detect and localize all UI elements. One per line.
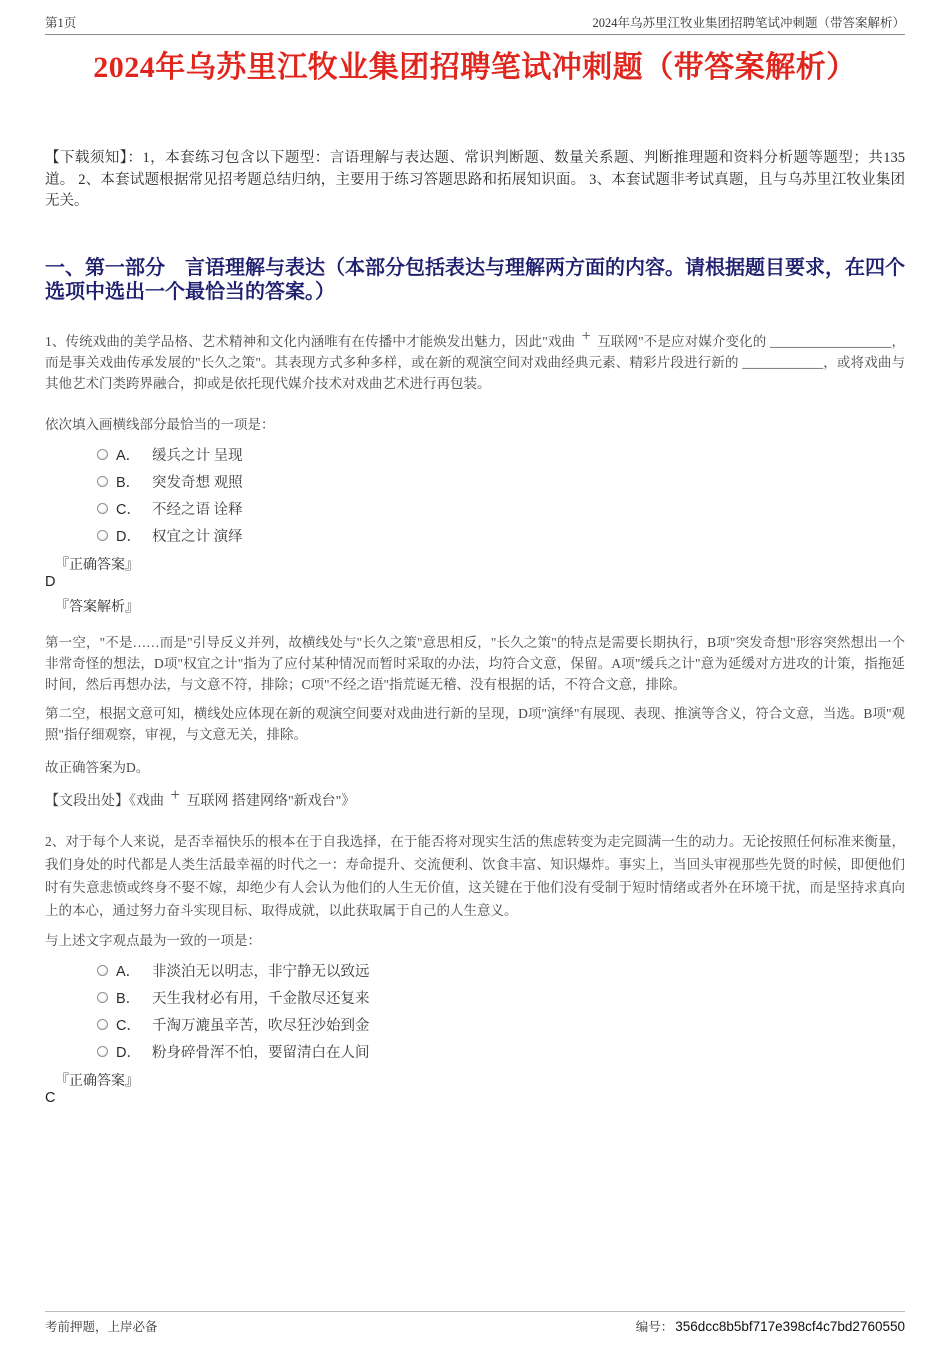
option-text: 天生我材必有用，千金散尽还复来 — [152, 990, 370, 1007]
option-text: 缓兵之计 呈现 — [152, 447, 243, 464]
radio-button[interactable] — [97, 1019, 108, 1030]
analysis-paragraph: 第二空，根据文意可知，横线处应体现在新的观演空间要对戏曲进行新的呈现，D项"演绎"有展现、表现、推演等含义，符合文意，当选。B项"观照"指仔细观察，审视，与文意无关，排除。 — [45, 705, 905, 742]
answer-analysis-label: 『答案解析』 — [55, 599, 139, 615]
option-b[interactable] — [45, 984, 905, 1011]
analysis-conclusion: 故正确答案为D。 — [45, 759, 150, 775]
question-2-prompt: 与上述文字观点最为一致的一项是： — [45, 932, 261, 948]
passage-source — [45, 784, 905, 812]
correct-answer-label: 『正确答案』 — [55, 557, 139, 573]
question-2-options — [45, 957, 905, 1065]
question-1-text — [45, 326, 905, 394]
option-letter: C． — [116, 1017, 141, 1034]
option-b[interactable] — [45, 468, 905, 495]
serial-label: 编号： — [635, 1320, 674, 1334]
option-letter: B． — [116, 990, 141, 1007]
option-letter: B． — [116, 474, 141, 491]
question-2-text: 2、对于每个人来说，是否幸福快乐的根本在于自我选择，在于能否将对现实生活的焦虑转变为走完圆满一生的动力。无论按照任何标准来衡量，我们身处的时代都是人类生活最幸福的时代之一：寿命提升、交流便利、饮食丰富、知识爆炸。事实上，当回头审视那些先贤的时候，即便他们时有失意悲愤或终身不娶不嫁，却绝少有人会认为他们的人生无价值，这关键在于他们没有受制于短时情绪或者外在环境干扰，而是坚持求真向上的本心，通过努力奋斗实现目标、取得成就，以此获取属于自己的人生意义。 — [45, 833, 905, 918]
fill-in-blank: ____________ — [742, 354, 824, 370]
question-1-text-segment: 1、传统戏曲的美学品格、艺术精神和文化内涵唯有在传播中才能焕发出魅力，因此"戏曲 — [45, 333, 579, 349]
radio-button[interactable] — [97, 992, 108, 1003]
option-text: 粉身碎骨浑不怕，要留清白在人间 — [152, 1044, 370, 1061]
footer-divider — [45, 1311, 905, 1312]
plus-sign: + — [581, 326, 591, 345]
radio-button[interactable] — [97, 1046, 108, 1057]
option-c[interactable] — [45, 1011, 905, 1038]
question-1 — [45, 326, 905, 812]
option-letter: A． — [116, 447, 141, 464]
option-d[interactable] — [45, 522, 905, 549]
page-number: 第1页 — [45, 16, 77, 30]
radio-button[interactable] — [97, 476, 108, 487]
page-footer — [45, 1311, 905, 1335]
question-1-text-segment: ，而是事关戏曲传承发展的"长久之策"。其表现方式多种多样，或在新的观演空间对戏曲经典元素、精彩片段进行新的 — [45, 333, 905, 370]
option-text: 非淡泊无以明志，非宁静无以致远 — [152, 963, 370, 980]
question-1-prompt: 依次填入画横线部分最恰当的一项是： — [45, 416, 275, 432]
correct-answer-value: D — [45, 573, 56, 590]
correct-answer-value: C — [45, 1089, 56, 1106]
option-a[interactable] — [45, 441, 905, 468]
question-2 — [45, 830, 905, 1107]
radio-button[interactable] — [97, 530, 108, 541]
footer-serial — [636, 1317, 905, 1335]
option-text: 不经之语 诠释 — [152, 501, 243, 518]
option-d[interactable] — [45, 1038, 905, 1065]
page-header — [45, 16, 905, 31]
option-c[interactable] — [45, 495, 905, 522]
document-title: 2024年乌苏里江牧业集团招聘笔试冲刺题（带答案解析） — [93, 51, 857, 84]
fill-in-blank: __________________ — [769, 333, 892, 349]
radio-button[interactable] — [97, 965, 108, 976]
option-a[interactable] — [45, 957, 905, 984]
passage-source-segment: 互联网 搭建网络"新戏台"》 — [182, 793, 356, 809]
option-text: 突发奇想 观照 — [152, 474, 243, 491]
footer-slogan: 考前押题，上岸必备 — [45, 1320, 158, 1334]
option-letter: D． — [116, 528, 141, 545]
radio-button[interactable] — [97, 449, 108, 460]
question-1-options — [45, 441, 905, 549]
option-text: 权宜之计 演绎 — [152, 528, 243, 545]
section-heading: 一、第一部分 言语理解与表达（本部分包括表达与理解两方面的内容。请根据题目要求，在四个选项中选出一个最恰当的答案。） — [45, 256, 905, 303]
option-letter: A． — [116, 963, 141, 980]
passage-source-segment: 【文段出处】《戏曲 — [45, 793, 168, 809]
correct-answer-label: 『正确答案』 — [55, 1073, 139, 1089]
question-1-text-segment: ，或将戏曲与其他艺术门类跨界融合，抑或是依托现代媒介技术对戏曲艺术进行再包装。 — [45, 354, 905, 391]
serial-number: 356dcc8b5bf717e398cf4c7bd2760550 — [675, 1319, 905, 1334]
header-divider — [45, 34, 905, 35]
option-letter: D． — [116, 1044, 141, 1061]
question-1-text-segment: 互联网"不是应对媒介变化的 — [593, 333, 770, 349]
option-text: 千淘万漉虽辛苦，吹尽狂沙始到金 — [152, 1017, 370, 1034]
header-doc-title: 2024年乌苏里江牧业集团招聘笔试冲刺题（带答案解析） — [592, 16, 905, 30]
radio-button[interactable] — [97, 503, 108, 514]
plus-sign: + — [170, 784, 180, 804]
analysis-paragraph: 第一空，"不是……而是"引导反义并列，故横线处与"长久之策"意思相反，"长久之策"的特点是需要长期执行，B项"突发奇想"形容突然想出一个非常奇怪的想法，D项"权宜之计"指为了应付某种情况而暂时采取的办法，均符合文意，保留。A项"缓兵之计"意为延缓对方进攻的计策，指拖延时间，然后再想办法，与文意不符，排除；C项"不经之语"指荒诞无稽、没有根据的话，不符合文意，排除。 — [45, 634, 905, 692]
option-letter: C． — [116, 501, 141, 518]
download-notice: 【下载须知】：1，本套练习包含以下题型：言语理解与表达题、常识判断题、数量关系题、判断推理题和资料分析题等题型；共135道。 2、本套试题根据常见招考题总结归纳，主要用于练习答题思路和拓展知识面。 3、本套试题非考试真题，且与乌苏里江牧业集团无关。 — [45, 150, 905, 209]
